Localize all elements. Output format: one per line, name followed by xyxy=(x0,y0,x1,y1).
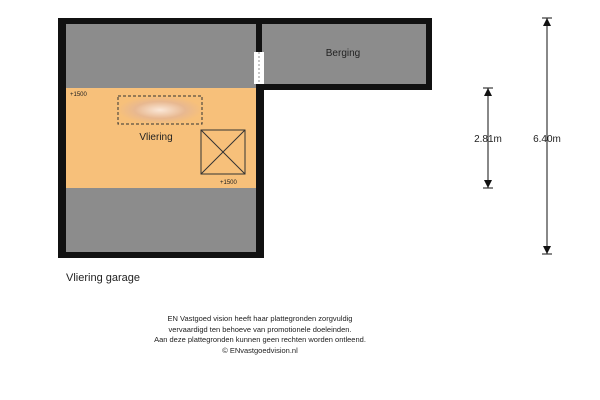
room-label-berging: Berging xyxy=(325,48,361,59)
skylight-window xyxy=(118,96,202,124)
disclaimer-line: EN Vastgoed vision heeft haar plattegronden zorgvuldig xyxy=(167,314,353,323)
room-label-vliering: Vliering xyxy=(139,132,173,143)
disclaimer-line: Aan deze plattegronden kunnen geen rechten worden ontleend. xyxy=(154,335,366,344)
copyright-line: © ENvastgoedvision.nl xyxy=(222,345,298,355)
plan-title: Vliering garage xyxy=(66,272,140,284)
disclaimer-text xyxy=(60,314,460,356)
dimension-label-inner: 2.81m xyxy=(474,134,502,145)
height-marker-right: +1500 xyxy=(220,180,237,186)
disclaimer-line: vervaardigd ten behoeve van promotionele doeleinden. xyxy=(168,324,352,334)
dimension-label-outer: 6.40m xyxy=(533,134,561,145)
height-marker-left: +1500 xyxy=(70,92,87,98)
